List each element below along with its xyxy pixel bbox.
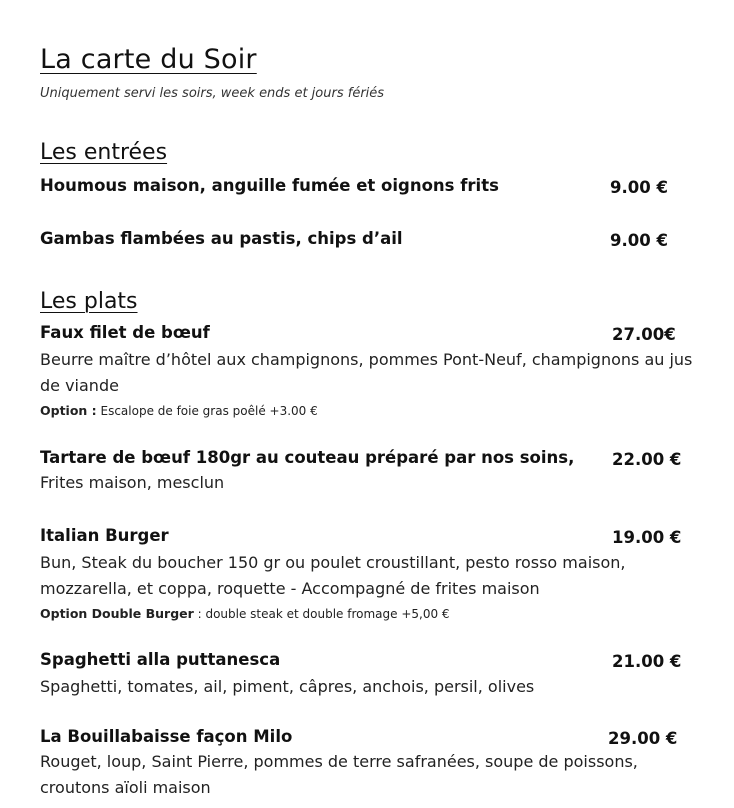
plat-name: Tartare de bœuf 180gr au couteau préparé par nos soins,	[40, 448, 575, 467]
plat-option	[40, 403, 318, 418]
section-title-entrees: Les entrées	[40, 140, 168, 165]
plat-option	[40, 606, 450, 621]
plat-price: 22.00 €	[612, 450, 682, 469]
plat-price: 21.00 €	[612, 652, 682, 671]
plat-name: La Bouillabaisse façon Milo	[40, 727, 293, 746]
plat-price: 27.00€	[612, 325, 676, 344]
plat-price: 19.00 €	[612, 528, 682, 547]
entree-price: 9.00 €	[610, 178, 668, 197]
menu-subtitle: Uniquement servi les soirs, week ends et jours fériés	[40, 86, 385, 101]
plat-name: Spaghetti alla puttanesca	[40, 650, 281, 669]
plat-description: Frites maison, mesclun	[40, 473, 225, 492]
section-title-plats: Les plats	[40, 289, 138, 314]
option-label: Option Double Burger	[40, 606, 194, 621]
option-text: : double steak et double fromage +5,00 €	[193, 607, 450, 621]
plat-description: Beurre maître d’hôtel aux champignons, pommes Pont-Neuf, champignons au jus de viande	[40, 350, 693, 395]
plat-name: Faux filet de bœuf	[40, 323, 210, 342]
plat-name: Italian Burger	[40, 526, 169, 545]
plat-price: 29.00 €	[608, 729, 678, 748]
entree-name: Gambas flambées au pastis, chips d’ail	[40, 229, 403, 248]
entree-price: 9.00 €	[610, 231, 668, 250]
option-label: Option :	[40, 403, 97, 418]
plat-description: Spaghetti, tomates, ail, piment, câpres, anchois, persil, olives	[40, 677, 535, 696]
entree-name: Houmous maison, anguille fumée et oignons frits	[40, 176, 499, 195]
plat-description: Rouget, loup, Saint Pierre, pommes de terre safranées, soupe de poissons, croutons aïoli maison	[40, 752, 638, 797]
plat-description: Bun, Steak du boucher 150 gr ou poulet croustillant, pesto rosso maison, mozzarella, et coppa, roquette - Accompagné de frites maison	[40, 553, 626, 598]
option-text: Escalope de foie gras poêlé +3.00 €	[96, 404, 318, 418]
menu-title: La carte du Soir	[40, 44, 257, 75]
